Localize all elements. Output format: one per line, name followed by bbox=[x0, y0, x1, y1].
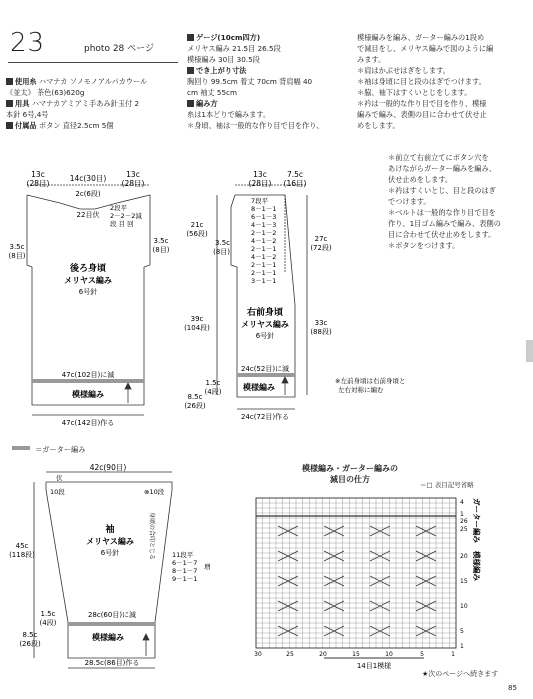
sleeve-dim-label: 1.5c bbox=[40, 610, 56, 618]
cable-cross bbox=[370, 601, 390, 611]
cable-cross bbox=[278, 576, 298, 586]
col-num: 30 bbox=[254, 651, 262, 658]
info-line: 本針 6号,4号 bbox=[6, 110, 49, 119]
back-neck-label: 段 目 回 bbox=[110, 220, 134, 228]
inc-row: 8－1－7 bbox=[172, 567, 198, 575]
photo-ref: photo 28 ページ bbox=[84, 44, 154, 54]
cable-cross bbox=[278, 526, 298, 536]
cable-cross bbox=[324, 551, 344, 561]
bullet-square bbox=[6, 78, 13, 85]
neck-row: 8－1－1 bbox=[251, 205, 277, 213]
col-num: 15 bbox=[352, 651, 360, 658]
back-neck-label: 2c(6段) bbox=[75, 190, 101, 198]
row-num: 25 bbox=[460, 526, 468, 533]
legend-label: ＝ガーター編み bbox=[35, 445, 86, 454]
front-band-label: 模様編み bbox=[243, 383, 275, 392]
row-num: 1 bbox=[460, 511, 464, 518]
cable-cross bbox=[416, 601, 436, 611]
back-neck-label: 22目伏 bbox=[76, 211, 100, 219]
back-dim-label: (28目) bbox=[26, 179, 50, 188]
front-dim-label: 33c bbox=[314, 319, 328, 327]
sleeve-dim-label: 45c bbox=[15, 542, 29, 550]
row-num: 10 bbox=[460, 603, 468, 610]
front-body-diagram bbox=[175, 165, 406, 435]
back-dec-label: 47c(102目)に減 bbox=[61, 371, 115, 379]
back-cast-label: 47c(142目)作る bbox=[61, 419, 115, 427]
repeat-label: 14目1模様 bbox=[356, 662, 392, 670]
back-dim-label: 13c bbox=[31, 170, 45, 179]
sleeve-dim-label: ⊗10段 bbox=[144, 488, 165, 496]
info-line: 編みで編み、表側の目に合わせて伏せ止 bbox=[357, 110, 487, 119]
neck-row: 7段平 bbox=[251, 197, 269, 205]
front-dim-label: 8.5c bbox=[187, 393, 203, 401]
front-dim-label: (16目) bbox=[283, 179, 307, 188]
pattern-number: 23 bbox=[10, 28, 46, 58]
info-line: ＊肩はかぶせはぎをします。 bbox=[357, 66, 450, 75]
front-note: ※左前身頃は右前身頃と bbox=[335, 377, 406, 385]
sleeve-dim-label: 10段 bbox=[50, 488, 65, 496]
sleeve-outline bbox=[46, 482, 172, 658]
info-line: めをします。 bbox=[357, 121, 400, 130]
info-line: あけながらガーター編みを編み、 bbox=[388, 164, 497, 173]
back-neck-label: 2－2－2減 bbox=[110, 212, 142, 220]
sleeve-dim-label: 42c(90目) bbox=[89, 463, 127, 472]
sleeve-cast-label: 28.5c(86目)作る bbox=[84, 659, 140, 667]
info-line: 模様編み 30目 30.5段 bbox=[187, 55, 260, 64]
info-line: 模様編みを編み、ガーター編みの1段め bbox=[357, 33, 485, 42]
row-num: 20 bbox=[460, 553, 468, 560]
info-line: ＊前立て右前立てにボタン穴を bbox=[388, 153, 489, 162]
bullet-square bbox=[187, 100, 194, 107]
legend bbox=[12, 437, 85, 456]
front-dim-label: 21c bbox=[190, 221, 204, 229]
front-garter-band bbox=[237, 373, 295, 377]
cable-cross bbox=[416, 526, 436, 536]
front-dim-label: (8目) bbox=[213, 248, 230, 256]
sleeve-dec-label: 28c(60目)に減 bbox=[87, 611, 137, 619]
neck-row: 4－1－2 bbox=[251, 237, 277, 245]
instructions-block bbox=[187, 32, 352, 131]
cable-cross bbox=[416, 626, 436, 636]
info-line: ＊身頃、袖は一般的な作り目で目を作り、 bbox=[187, 121, 324, 130]
back-dim-label: 14c(30目) bbox=[69, 174, 107, 183]
right-label-garter: ガーター編み bbox=[472, 498, 481, 543]
sleeve-title: 袖 bbox=[105, 525, 115, 535]
info-line: 《並太》 茶色(63)620g bbox=[6, 88, 85, 97]
row-num: 4 bbox=[460, 499, 464, 506]
header-rule bbox=[8, 62, 178, 63]
cable-cross bbox=[278, 626, 298, 636]
row-num: 26 bbox=[460, 518, 468, 525]
arrow-head bbox=[282, 377, 288, 383]
back-garter-band bbox=[32, 379, 144, 383]
back-needle: 6号針 bbox=[78, 288, 98, 296]
bullet-square bbox=[6, 122, 13, 129]
back-side-label: (8目) bbox=[8, 252, 26, 260]
front-dim-label: 27c bbox=[314, 235, 328, 243]
back-neck-label: 2段平 bbox=[110, 204, 128, 212]
neck-row: 2－1－1 bbox=[251, 261, 277, 269]
front-dim-label: 1.5c bbox=[205, 379, 221, 387]
cable-cross bbox=[278, 601, 298, 611]
front-stitch: メリヤス編み bbox=[241, 320, 289, 329]
inc-note: 増 bbox=[204, 563, 211, 571]
cable-cross bbox=[370, 551, 390, 561]
neck-row: 2－1－2 bbox=[251, 229, 277, 237]
info-line: 使用糸 ハマナカ ソノモノアルパカウール bbox=[6, 76, 181, 87]
front-dim-label: (56段) bbox=[186, 230, 208, 238]
cable-cross bbox=[324, 626, 344, 636]
cable-cross bbox=[416, 576, 436, 586]
front-dim-label: (4段) bbox=[204, 388, 222, 396]
neck-row: 2－1－1 bbox=[251, 269, 277, 277]
inc-row: 6－1－7 bbox=[172, 559, 198, 567]
info-line: ＊衿はすくいとじ、目と段のはぎ bbox=[388, 186, 496, 195]
front-note: 左右対称に編む bbox=[338, 386, 384, 394]
cable-cross bbox=[370, 626, 390, 636]
front-dim-label: (72段) bbox=[310, 244, 332, 252]
row-num: 15 bbox=[460, 578, 468, 585]
info-line: ＊衿は一般的な作り目で目を作り、模様 bbox=[357, 99, 487, 108]
sleeve-needle: 6号針 bbox=[100, 549, 120, 557]
info-line: ＊脇、袖下はすくいとじをします。 bbox=[357, 88, 472, 97]
front-dim-label: 13c bbox=[253, 170, 267, 179]
arrow-head bbox=[125, 383, 131, 389]
back-body-diagram bbox=[0, 165, 180, 435]
col-num: 25 bbox=[286, 651, 294, 658]
materials-block bbox=[6, 76, 181, 131]
bullet-square bbox=[187, 34, 194, 41]
col-num: 5 bbox=[420, 651, 424, 658]
front-dim-label: (26段) bbox=[184, 402, 206, 410]
sleeve-diagram bbox=[0, 462, 215, 672]
info-line: 用具 ハマナカアミアミ手あみ針玉付 2 bbox=[6, 98, 181, 109]
neck-row: 4－1－2 bbox=[251, 253, 277, 261]
front-dim-label: 7.5c bbox=[286, 170, 304, 179]
next-page-note: ★次のページへ続きます bbox=[422, 670, 499, 678]
arrow-head bbox=[143, 634, 149, 640]
pattern-key: ＝□ 表目記号省略 bbox=[420, 481, 474, 489]
bullet-square bbox=[187, 67, 194, 74]
info-line: 目に合わせて伏せ止めをします。 bbox=[388, 230, 496, 239]
cable-cross bbox=[324, 601, 344, 611]
sleeve-mid-note: 身頃の合印とじる bbox=[148, 512, 155, 561]
right-label-pattern: 模様編み bbox=[472, 551, 481, 581]
col-num: 10 bbox=[385, 651, 393, 658]
cable-cross bbox=[416, 551, 436, 561]
back-side-label: 3.5c bbox=[9, 243, 25, 251]
front-dim-label: 39c bbox=[190, 315, 204, 323]
cable-cross bbox=[370, 526, 390, 536]
garter-swatch bbox=[12, 446, 30, 450]
neck-row: 2－1－1 bbox=[251, 245, 277, 253]
inc-row: 9－1－1 bbox=[172, 575, 198, 583]
info-line: でつけます。 bbox=[388, 197, 431, 206]
back-stitch: メリヤス編み bbox=[64, 276, 112, 285]
row-num: 5 bbox=[460, 628, 464, 635]
info-line: 付属品 ボタン 直径2.5cm 5個 bbox=[6, 120, 181, 131]
bullet-square bbox=[6, 100, 13, 107]
front-title: 右前身頃 bbox=[246, 308, 284, 318]
info-line: ＊袖は身頃に目と段のはぎでつけます。 bbox=[357, 77, 486, 86]
cable-cross bbox=[370, 576, 390, 586]
info-line: ゲージ(10cm四方) bbox=[187, 32, 352, 43]
info-line: ＊ベルトは一般的な作り目で目を bbox=[388, 208, 496, 217]
row-num: 1 bbox=[460, 643, 464, 650]
neck-row: 3－1－1 bbox=[251, 277, 277, 285]
info-line: cm 袖丈 55cm bbox=[187, 88, 237, 97]
info-line: でき上がり寸法 bbox=[187, 65, 352, 76]
back-side-label: 3.5c bbox=[153, 237, 169, 245]
front-dim-label: (28目) bbox=[248, 179, 272, 188]
cable-cross bbox=[324, 576, 344, 586]
col-num: 20 bbox=[319, 651, 327, 658]
back-dim-label: 13c bbox=[126, 170, 140, 179]
info-line: 糸は1本どりで編みます。 bbox=[187, 110, 271, 119]
sleeve-dim-label: (26段) bbox=[19, 640, 41, 648]
sleeve-band-label: 模様編み bbox=[92, 633, 124, 642]
info-line: 編み方 bbox=[187, 98, 352, 109]
front-dim-label: (88段) bbox=[310, 328, 332, 336]
sleeve-stitch: メリヤス編み bbox=[86, 537, 134, 546]
info-line: 伏せ止めをします。 bbox=[388, 175, 453, 184]
neck-row: 6－1－3 bbox=[251, 213, 277, 221]
back-dim-label: (28目) bbox=[121, 179, 145, 188]
instructions-cont2 bbox=[388, 152, 530, 251]
neck-row: 4－1－3 bbox=[251, 221, 277, 229]
front-needle: 6号針 bbox=[255, 332, 275, 340]
sleeve-garter-band bbox=[68, 622, 155, 626]
inc-row: 11段平 bbox=[172, 551, 194, 559]
pattern-title bbox=[290, 463, 410, 485]
info-line: ＊ボタンをつけます。 bbox=[388, 241, 460, 250]
instructions-cont bbox=[357, 32, 529, 131]
sleeve-dim-label: (118段) bbox=[9, 551, 35, 559]
info-line: 胸回り 99.5cm 着丈 70cm 背肩幅 40 bbox=[187, 77, 313, 86]
back-band-label: 模様編み bbox=[72, 390, 104, 399]
back-title: 後ろ身頃 bbox=[69, 264, 107, 274]
front-dim-label: 3.5c bbox=[215, 239, 230, 247]
cable-cross bbox=[278, 551, 298, 561]
front-cast-label: 24c(72目)作る bbox=[240, 413, 290, 421]
back-side-label: (8目) bbox=[152, 246, 170, 254]
cable-cross bbox=[324, 526, 344, 536]
page-number: 85 bbox=[508, 684, 517, 692]
col-num: 1 bbox=[451, 651, 455, 658]
info-line: メリヤス編み 21.5目 26.5段 bbox=[187, 44, 281, 53]
sleeve-dim-label: 8.5c bbox=[22, 631, 38, 639]
sleeve-dim-label: 伏 bbox=[56, 474, 63, 482]
info-line: 作り、1目ゴム編みで編み、表側の bbox=[388, 219, 501, 228]
pattern-chart bbox=[248, 496, 530, 672]
info-line: みます。 bbox=[357, 55, 386, 64]
side-tab bbox=[526, 340, 533, 362]
pattern-title-line: 模様編み・ガーター編みの bbox=[302, 464, 398, 473]
sleeve-dim-label: (4段) bbox=[39, 619, 57, 627]
front-dim-label: (104段) bbox=[184, 324, 210, 332]
info-line: で減目をし、メリヤス編みで図のように編 bbox=[357, 44, 494, 53]
front-dec-label: 24c(52目)に減 bbox=[240, 365, 290, 373]
pattern-title-line: 減目の仕方 bbox=[330, 475, 370, 484]
